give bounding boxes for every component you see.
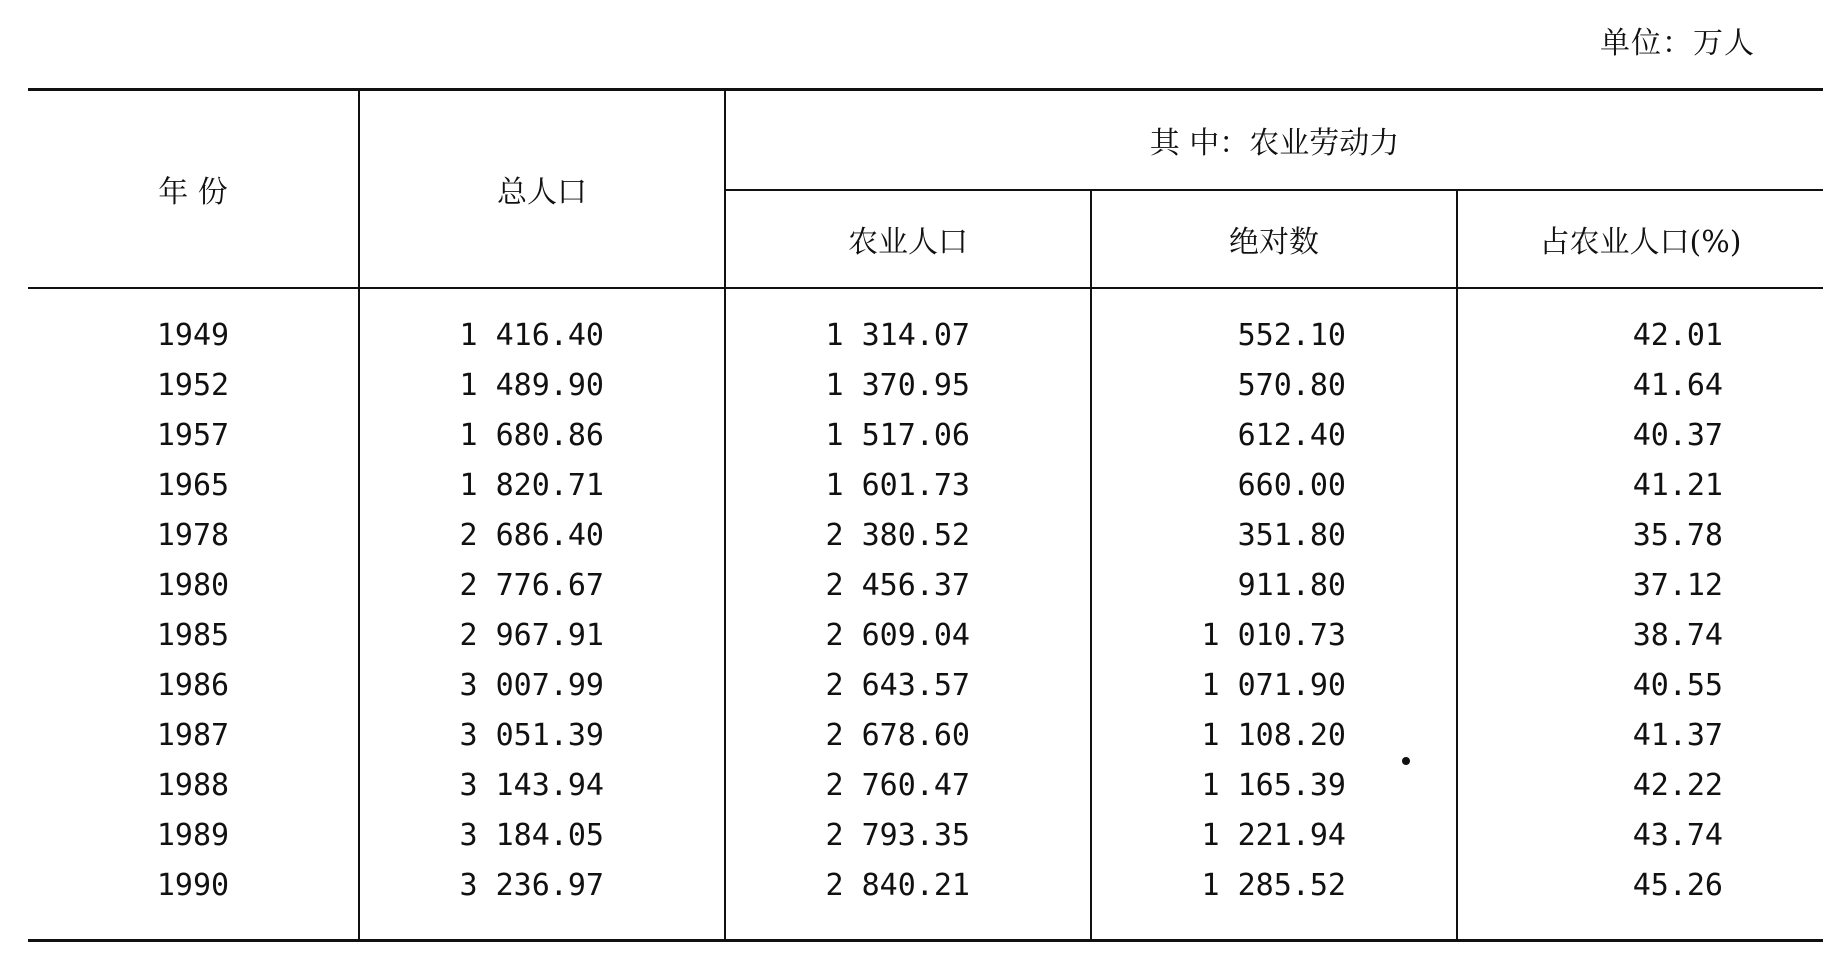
- cell-year: 1957: [28, 411, 359, 461]
- population-table-container: [28, 88, 1823, 942]
- table-row: [28, 861, 1823, 941]
- cell-total-population: 1 489.90: [359, 361, 725, 411]
- stray-dot: [1402, 757, 1410, 765]
- cell-total-population: 3 184.05: [359, 811, 725, 861]
- cell-absolute-number: 660.00: [1091, 461, 1457, 511]
- cell-agricultural-population: 1 370.95: [725, 361, 1091, 411]
- cell-absolute-number: 612.40: [1091, 411, 1457, 461]
- cell-absolute-number: 351.80: [1091, 511, 1457, 561]
- cell-absolute-number: 570.80: [1091, 361, 1457, 411]
- cell-total-population: 3 143.94: [359, 761, 725, 811]
- table-row: [28, 361, 1823, 411]
- table-row: [28, 288, 1823, 361]
- cell-year: 1985: [28, 611, 359, 661]
- cell-total-population: 2 776.67: [359, 561, 725, 611]
- cell-absolute-number: 1 108.20: [1091, 711, 1457, 761]
- cell-year: 1986: [28, 661, 359, 711]
- cell-total-population: 2 967.91: [359, 611, 725, 661]
- table-row: [28, 811, 1823, 861]
- table-row: [28, 411, 1823, 461]
- table-row: [28, 461, 1823, 511]
- cell-share-percent: 43.74: [1632, 818, 1723, 853]
- cell-total-population: 1 820.71: [359, 461, 725, 511]
- cell-year: 1965: [28, 461, 359, 511]
- cell-share-percent: 40.55: [1632, 668, 1723, 703]
- cell-year: 1990: [28, 861, 359, 941]
- table-row: [28, 511, 1823, 561]
- cell-absolute-number: 1 221.94: [1091, 811, 1457, 861]
- header-share-of-agricultural-population: 占农业人口(%): [1457, 190, 1823, 288]
- header-year: 年 份: [28, 90, 359, 288]
- cell-absolute-number: 552.10: [1091, 288, 1457, 361]
- cell-total-population: 3 007.99: [359, 661, 725, 711]
- table-body: [28, 288, 1823, 941]
- cell-year: 1952: [28, 361, 359, 411]
- table-row: [28, 561, 1823, 611]
- cell-agricultural-population: 2 643.57: [725, 661, 1091, 711]
- cell-year: 1949: [28, 288, 359, 361]
- cell-total-population: 2 686.40: [359, 511, 725, 561]
- table-row: [28, 711, 1823, 761]
- header-agricultural-labor-group: 其 中：农业劳动力: [725, 90, 1823, 190]
- cell-total-population: 3 236.97: [359, 861, 725, 941]
- cell-absolute-number: 1 285.52: [1091, 861, 1457, 941]
- table-row: [28, 611, 1823, 661]
- cell-share-percent: 38.74: [1632, 618, 1723, 653]
- population-table: [28, 88, 1823, 942]
- cell-share-percent: 42.22: [1632, 768, 1723, 803]
- cell-year: 1988: [28, 761, 359, 811]
- cell-share-percent: 40.37: [1632, 418, 1723, 453]
- cell-year: 1989: [28, 811, 359, 861]
- cell-total-population: 1 416.40: [359, 288, 725, 361]
- table-header: [28, 90, 1823, 288]
- cell-year: 1987: [28, 711, 359, 761]
- cell-share-percent: 41.37: [1632, 718, 1723, 753]
- cell-agricultural-population: 2 456.37: [725, 561, 1091, 611]
- cell-absolute-number: 1 165.39: [1091, 761, 1457, 811]
- cell-agricultural-population: 1 517.06: [725, 411, 1091, 461]
- header-total-population: 总人口: [359, 90, 725, 288]
- table-row: [28, 761, 1823, 811]
- cell-share-percent: 42.01: [1632, 318, 1723, 353]
- cell-agricultural-population: 2 678.60: [725, 711, 1091, 761]
- cell-agricultural-population: 1 314.07: [725, 288, 1091, 361]
- cell-share-percent: 37.12: [1632, 568, 1723, 603]
- header-agricultural-population: 农业人口: [725, 190, 1091, 288]
- cell-year: 1980: [28, 561, 359, 611]
- cell-agricultural-population: 2 840.21: [725, 861, 1091, 941]
- unit-label: 单位：万人: [1600, 26, 1755, 61]
- cell-share-percent: 35.78: [1632, 518, 1723, 553]
- header-absolute-number: 绝对数: [1091, 190, 1457, 288]
- cell-total-population: 1 680.86: [359, 411, 725, 461]
- cell-total-population: 3 051.39: [359, 711, 725, 761]
- cell-absolute-number: 1 010.73: [1091, 611, 1457, 661]
- cell-absolute-number: 1 071.90: [1091, 661, 1457, 711]
- cell-agricultural-population: 2 380.52: [725, 511, 1091, 561]
- cell-absolute-number: 911.80: [1091, 561, 1457, 611]
- cell-share-percent: 41.64: [1632, 368, 1723, 403]
- cell-year: 1978: [28, 511, 359, 561]
- cell-agricultural-population: 2 760.47: [725, 761, 1091, 811]
- cell-share-percent: 45.26: [1457, 861, 1823, 941]
- cell-share-percent: 41.21: [1632, 468, 1723, 503]
- cell-agricultural-population: 2 793.35: [725, 811, 1091, 861]
- table-row: [28, 661, 1823, 711]
- cell-agricultural-population: 2 609.04: [725, 611, 1091, 661]
- cell-agricultural-population: 1 601.73: [725, 461, 1091, 511]
